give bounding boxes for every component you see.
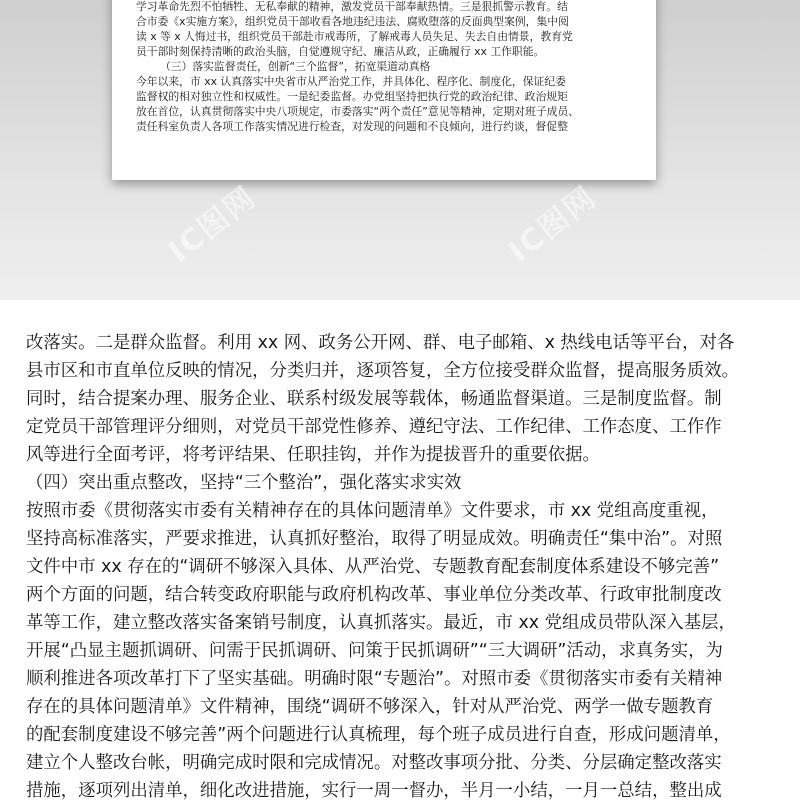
body-line: 定党员干部管理评分细则，对党员干部党性修养、遵纪守法、工作纪律、工作态度、工作作 <box>26 417 722 437</box>
upper-page-line: 监督权的相对独立性和权威性。一是纪委监督。办党组坚持把执行党的政治纪律、政治规矩 <box>136 90 568 103</box>
body-line: 县市区和市直单位反映的情况，分类归并，逐项答复，全方位接受群众监督，提高服务质效。 <box>26 361 740 381</box>
body-line: 文件中市 xx 存在的“调研不够深入具体、从严治党、专题教育配套制度体系建设不够完善” <box>26 557 720 577</box>
upper-page-line: 合市委《x实施方案》，组织党员干部收看各地违纪违法、腐败堕落的反面典型案例，集中阅 <box>136 15 569 28</box>
body-line: 的配套制度建设不够完善”两个问题进行认真梳理，每个班子成员进行自查，形成问题清单， <box>26 725 731 745</box>
body-line: 改落实。二是群众监督。利用 xx 网、政务公开网、群、电子邮箱、x 热线电话等平台，对各 <box>26 333 735 353</box>
upper-page-line: 今年以来，市 xx 认真落实中央省市从严治党工作，并具体化、程序化、制度化，保证纪委 <box>136 75 566 88</box>
watermark-logo: IC图网 <box>502 179 604 270</box>
body-line: 开展“凸显主题抓调研、问需于民抓调研、问策于民抓调研”“三大调研”活动，求真务实，为 <box>26 641 723 661</box>
body-line: 两个方面的问题，结合转变政府职能与政府机构改革、事业单位分类改革、行政审批制度改 <box>26 585 722 605</box>
upper-page-line: 责任科室负责人各项工作落实情况进行检查，对发现的问题和不良倾向，进行约谈，督促整 <box>136 120 568 133</box>
section-heading: （四）突出重点整改，坚持“三个整治”，强化落实求实效 <box>26 473 462 493</box>
body-line: 措施，逐项列出清单，细化改进措施，实行一周一督办，半月一小结，一月一总结，整出成 <box>26 781 722 801</box>
body-line: 坚持高标准落实，严要求推进，认真抓好整治，取得了明显成效。明确责任“集中治”。对照 <box>26 529 723 549</box>
body-line: 按照市委《贯彻落实市委有关精神存在的具体问题清单》文件要求，市 xx 党组高度重视， <box>26 501 719 521</box>
watermark-logo: IC图网 <box>162 179 264 270</box>
upper-page-line: 读 x 等 x 人悔过书，组织党员干部赴市戒毒所，了解戒毒人员失足、失去自由情景，教育党 <box>136 30 573 43</box>
upper-page-line: 员干部时刻保持清晰的政治头脑，自觉遵规守纪、廉洁从政，正确履行 xx 工作职能。 <box>136 45 545 58</box>
upper-page-heading: （三）落实监督责任，创新“三个监督”，拓宽渠道动真格 <box>160 60 431 73</box>
body-line: 顺利推进各项改革打下了坚实基础。明确时限“专题治”。对照市委《贯彻落实市委有关精神 <box>26 669 723 689</box>
body-line: 建立个人整改台帐，明确完成时限和完成情况。对整改事项分批、分类、分层确定整改落实 <box>26 753 722 773</box>
body-line: 同时，结合提案办理、服务企业、联系村级发展等载体，畅通监督渠道。三是制度监督。制 <box>26 389 722 409</box>
body-line: 风等进行全面考评，将考评结果、任职挂钩，并作为提拔晋升的重要依据。 <box>26 445 600 465</box>
body-line: 存在的具体问题清单》文件精神，围绕“调研不够深入，针对从严治党、两学一做专题教育 <box>26 697 714 717</box>
body-line: 革等工作，建立整改落实备案销号制度，认真抓落实。最近，市 xx 党组成员带队深入基层， <box>26 613 736 633</box>
upper-page-line: 放在首位，认真贯彻落实中央八项规定，市委落实“两个责任”意见等精神，定期对班子成员、 <box>136 105 580 118</box>
upper-page-line: 学习革命先烈不怕牺牲、无私奉献的精神，激发党员干部奉献热情。三是狠抓警示教育。结 <box>136 0 568 13</box>
